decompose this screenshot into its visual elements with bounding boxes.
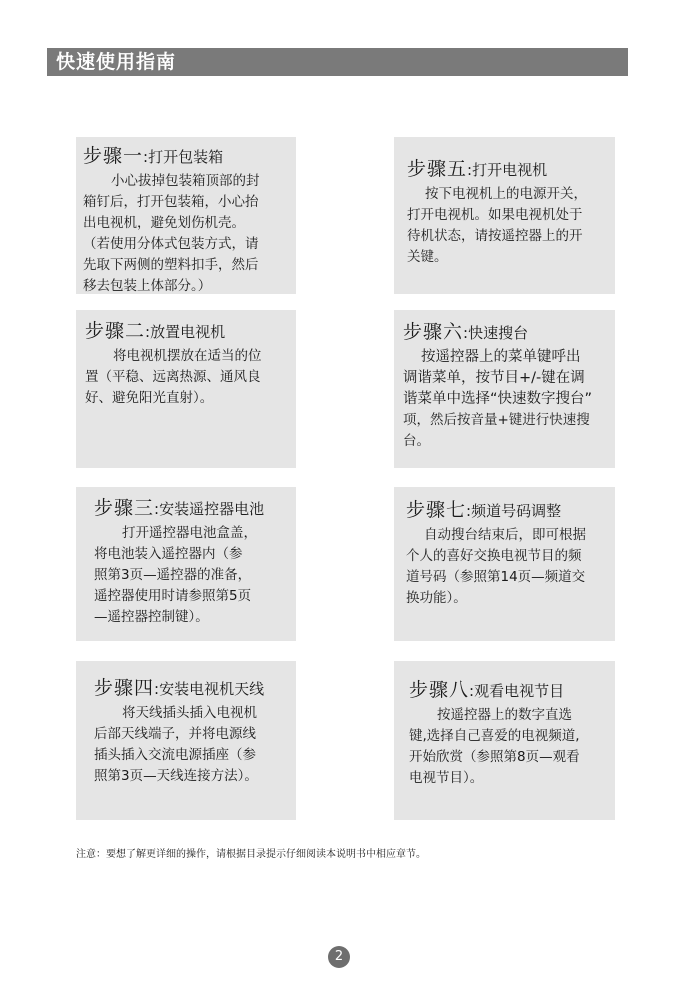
step-5-name: 打开电视机 <box>472 161 548 179</box>
step-4-title <box>94 678 296 701</box>
step-5-line: 打开电视机。如果电视机处于 <box>407 207 583 223</box>
step-3-line: —遥控器控制键）。 <box>94 609 209 625</box>
step-4-box <box>76 661 296 820</box>
step-2-name: 放置电视机 <box>150 323 226 341</box>
step-1-line: 出电视机，避免划伤机壳。 <box>83 215 245 231</box>
step-4-line: 照第3页—天线连接方法）。 <box>94 768 258 784</box>
step-4-line: 插头插入交流电源插座（参 <box>94 747 256 763</box>
step-6-name: 快速搜台 <box>468 324 529 342</box>
page-number: 2 <box>328 946 350 968</box>
page-header <box>47 48 628 76</box>
step-5-line: 关键。 <box>407 249 448 265</box>
step-5-sep: : <box>467 161 473 179</box>
step-5-line: 待机状态，请按遥控器上的开 <box>407 228 583 244</box>
step-1-name: 打开包装箱 <box>148 148 224 166</box>
step-3-box <box>76 487 296 641</box>
step-3-sep: : <box>154 500 160 518</box>
step-1-line: 箱钉后，打开包装箱，小心抬 <box>83 194 259 210</box>
step-6-line: 台。 <box>403 433 430 449</box>
step-3-line: 照第3页—遥控器的准备， <box>94 567 252 583</box>
step-5-title <box>407 159 615 182</box>
step-1-box <box>76 137 296 294</box>
step-5-line: 按下电视机上的电源开关， <box>425 186 587 202</box>
step-6-sep: : <box>463 324 469 342</box>
step-6-line: 项，然后按音量+键进行快速搜 <box>403 412 590 428</box>
step-3-title <box>94 498 296 521</box>
step-7-box <box>394 487 615 641</box>
step-8-label: 步骤八 <box>409 679 470 701</box>
step-6-line: 按遥控器上的菜单键呼出 <box>421 349 581 365</box>
step-7-name: 频道号码调整 <box>471 502 562 520</box>
step-2-line: 置（平稳、远离热源、通风良 <box>85 369 261 385</box>
step-8-line: 电视节目）。 <box>409 770 484 786</box>
step-2-sep: : <box>145 323 151 341</box>
step-7-label: 步骤七 <box>406 499 467 521</box>
step-3-name: 安装遥控器电池 <box>159 500 265 518</box>
step-1-line: 移去包装上体部分。） <box>83 278 212 294</box>
step-7-line: 个人的喜好交换电视节目的频 <box>406 548 582 564</box>
step-7-line: 自动搜台结束后，即可根据 <box>424 527 586 543</box>
step-2-title <box>85 321 296 344</box>
step-6-title <box>403 322 615 345</box>
step-7-line: 道号码（参照第14页—频道交 <box>406 569 586 585</box>
step-2-label: 步骤二 <box>85 320 146 342</box>
step-7-line: 换功能）。 <box>406 590 467 606</box>
step-1-line: 先取下两侧的塑料扣手，然后 <box>83 257 259 273</box>
step-8-box <box>394 661 615 820</box>
footnote: 注意：要想了解更详细的操作，请根据目录提示仔细阅读本说明书中相应章节。 <box>76 849 426 860</box>
step-4-name: 安装电视机天线 <box>159 680 265 698</box>
step-8-name: 观看电视节目 <box>474 682 565 700</box>
step-2-line: 好、避免阳光直射）。 <box>85 390 214 406</box>
step-3-line: 打开遥控器电池盒盖， <box>122 525 257 541</box>
step-3-label: 步骤三 <box>94 497 155 519</box>
step-8-sep: : <box>469 682 475 700</box>
step-3-line: 遥控器使用时请参照第5页 <box>94 588 252 604</box>
step-4-line: 后部天线端子，并将电源线 <box>94 726 256 742</box>
step-2-box <box>76 310 296 468</box>
step-6-line: 谐菜单中选择“快速数字搜台” <box>403 391 593 407</box>
step-6-box <box>394 310 615 468</box>
step-8-title <box>409 680 615 703</box>
step-1-line: （若使用分体式包装方式，请 <box>83 236 259 252</box>
step-1-line: 小心拔掉包装箱顶部的封 <box>111 173 260 189</box>
step-1-label: 步骤一 <box>83 145 144 167</box>
step-4-label: 步骤四 <box>94 677 155 699</box>
step-6-label: 步骤六 <box>403 321 464 343</box>
step-8-line: 键,选择自己喜爱的电视频道, <box>409 728 580 744</box>
step-1-sep: : <box>143 148 149 166</box>
step-7-title <box>406 500 615 523</box>
page-title: 快速使用指南 <box>56 51 177 73</box>
step-2-line: 将电视机摆放在适当的位 <box>113 348 262 364</box>
step-8-line: 开始欣赏（参照第8页—观看 <box>409 749 580 765</box>
step-7-sep: : <box>466 502 472 520</box>
step-5-label: 步骤五 <box>407 158 468 180</box>
step-8-line: 按遥控器上的数字直选 <box>437 707 572 723</box>
step-5-box <box>394 137 615 294</box>
step-1-title <box>83 146 296 169</box>
step-6-line: 调谐菜单，按节目+/-键在调 <box>403 370 585 386</box>
step-4-sep: : <box>154 680 160 698</box>
step-4-line: 将天线插头插入电视机 <box>122 705 257 721</box>
step-3-line: 将电池装入遥控器内（参 <box>94 546 243 562</box>
